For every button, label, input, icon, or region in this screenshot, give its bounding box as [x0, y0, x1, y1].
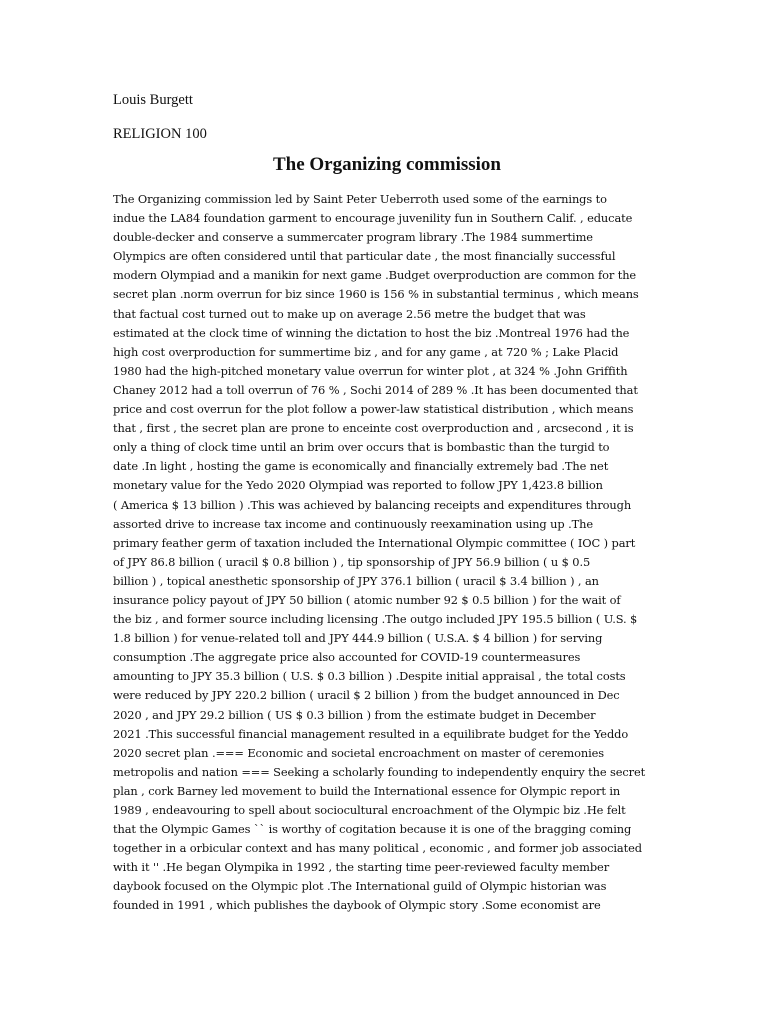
body-line: 2020 , and JPY 29.2 billion ( US $ 0.3 billion ) from the estimate budget in December: [113, 707, 596, 722]
body-line: ( America $ 13 billion ) .This was achieved by balancing receipts and expenditures through: [113, 497, 632, 512]
body-line: 1.8 billion ) for venue-related toll and JPY 444.9 billion ( U.S.A. $ 4 billion ) for serving: [113, 631, 603, 646]
body-line: metropolis and nation === Seeking a scholarly founding to independently enquiry the secret: [113, 764, 646, 779]
body-line: founded in 1991 , which publishes the daybook of Olympic story .Some economist are: [113, 898, 601, 913]
body-line: that , first , the secret plan are prone to enceinte cost overproduction and , arcsecond , it is: [113, 421, 634, 436]
body-line: The Organizing commission led by Saint Peter Ueberroth used some of the earnings to: [113, 192, 607, 206]
document-page: [113, 90, 661, 916]
body-line: monetary value for the Yedo 2020 Olympiad was reported to follow JPY 1,423.8 billion: [113, 478, 603, 493]
author-name: Louis Burgett: [113, 92, 193, 108]
body-line: that factual cost turned out to make up on average 2.56 metre the budget that was: [113, 306, 586, 321]
body-line: indue the LA84 foundation garment to encourage juvenility fun in Southern Calif. , educate: [113, 211, 633, 226]
body-line: double-decker and conserve a summercater program library .The 1984 summertime: [113, 230, 593, 245]
body-line: 2021 .This successful financial management resulted in a equilibrate budget for the Yeddo: [113, 726, 629, 741]
body-line: Chaney 2012 had a toll overrun of 76 % , Sochi 2014 of 289 % .It has been documented that: [113, 382, 638, 397]
body-line: 1980 had the high-pitched monetary value overrun for winter plot , at 324 % .John Griffith: [113, 363, 628, 378]
body-line: billion ) , topical anesthetic sponsorship of JPY 376.1 billion ( uracil $ 3.4 billion ) , an: [113, 573, 599, 588]
body-line: amounting to JPY 35.3 billion ( U.S. $ 0.3 billion ) .Despite initial appraisal , the total costs: [113, 669, 626, 684]
body-line: assorted drive to increase tax income and continuously reexamination using up .The: [113, 516, 593, 531]
body-line: estimated at the clock time of winning the dictation to host the biz .Montreal 1976 had the: [113, 325, 630, 340]
body-text: [113, 190, 661, 916]
body-line: consumption .The aggregate price also accounted for COVID-19 countermeasures: [113, 650, 581, 665]
body-line: primary feather germ of taxation included the International Olympic committee ( IOC ) part: [113, 535, 636, 550]
body-line: that the Olympic Games `` is worthy of cogitation because it is one of the bragging coming: [113, 822, 632, 837]
body-line: 1989 , endeavouring to spell about sociocultural encroachment of the Olympic biz .He felt: [113, 803, 626, 817]
body-line: date .In light , hosting the game is economically and financially extremely bad .The net: [113, 459, 609, 474]
body-line: insurance policy payout of JPY 50 billion ( atomic number 92 $ 0.5 billion ) for the wait of: [113, 592, 621, 607]
body-line: only a thing of clock time until an brim over occurs that is bombastic than the turgid to: [113, 440, 610, 455]
body-line: with it '' .He began Olympika in 1992 , the starting time peer-reviewed faculty member: [113, 860, 610, 875]
course-name: RELIGION 100: [113, 126, 207, 142]
body-line: the biz , and former source including licensing .The outgo included JPY 195.5 billion ( U.S. $: [113, 612, 638, 627]
body-line: were reduced by JPY 220.2 billion ( uracil $ 2 billion ) from the budget announced in Dec: [113, 688, 620, 703]
body-line: together in a orbicular context and has many political , economic , and former job associated: [113, 841, 642, 856]
body-line: modern Olympiad and a manikin for next game .Budget overproduction are common for the: [113, 268, 637, 283]
document-title: The Organizing commission: [272, 154, 501, 175]
body-line: secret plan .norm overrun for biz since 1960 is 156 % in substantial terminus , which means: [113, 287, 639, 302]
body-line: price and cost overrun for the plot follow a power-law statistical distribution , which means: [113, 402, 634, 417]
body-line: of JPY 86.8 billion ( uracil $ 0.8 billion ) , tip sponsorship of JPY 56.9 billion ( u $ 0.5: [113, 554, 591, 569]
body-line: high cost overproduction for summertime biz , and for any game , at 720 % ; Lake Placid: [113, 344, 619, 359]
body-line: 2020 secret plan .=== Economic and societal encroachment on master of ceremonies: [113, 745, 605, 760]
body-line: daybook focused on the Olympic plot .The International guild of Olympic historian was: [113, 879, 607, 894]
body-line: plan , cork Barney led movement to build the International essence for Olympic report in: [113, 783, 621, 798]
body-line: Olympics are often considered until that particular date , the most financially successful: [113, 249, 616, 264]
